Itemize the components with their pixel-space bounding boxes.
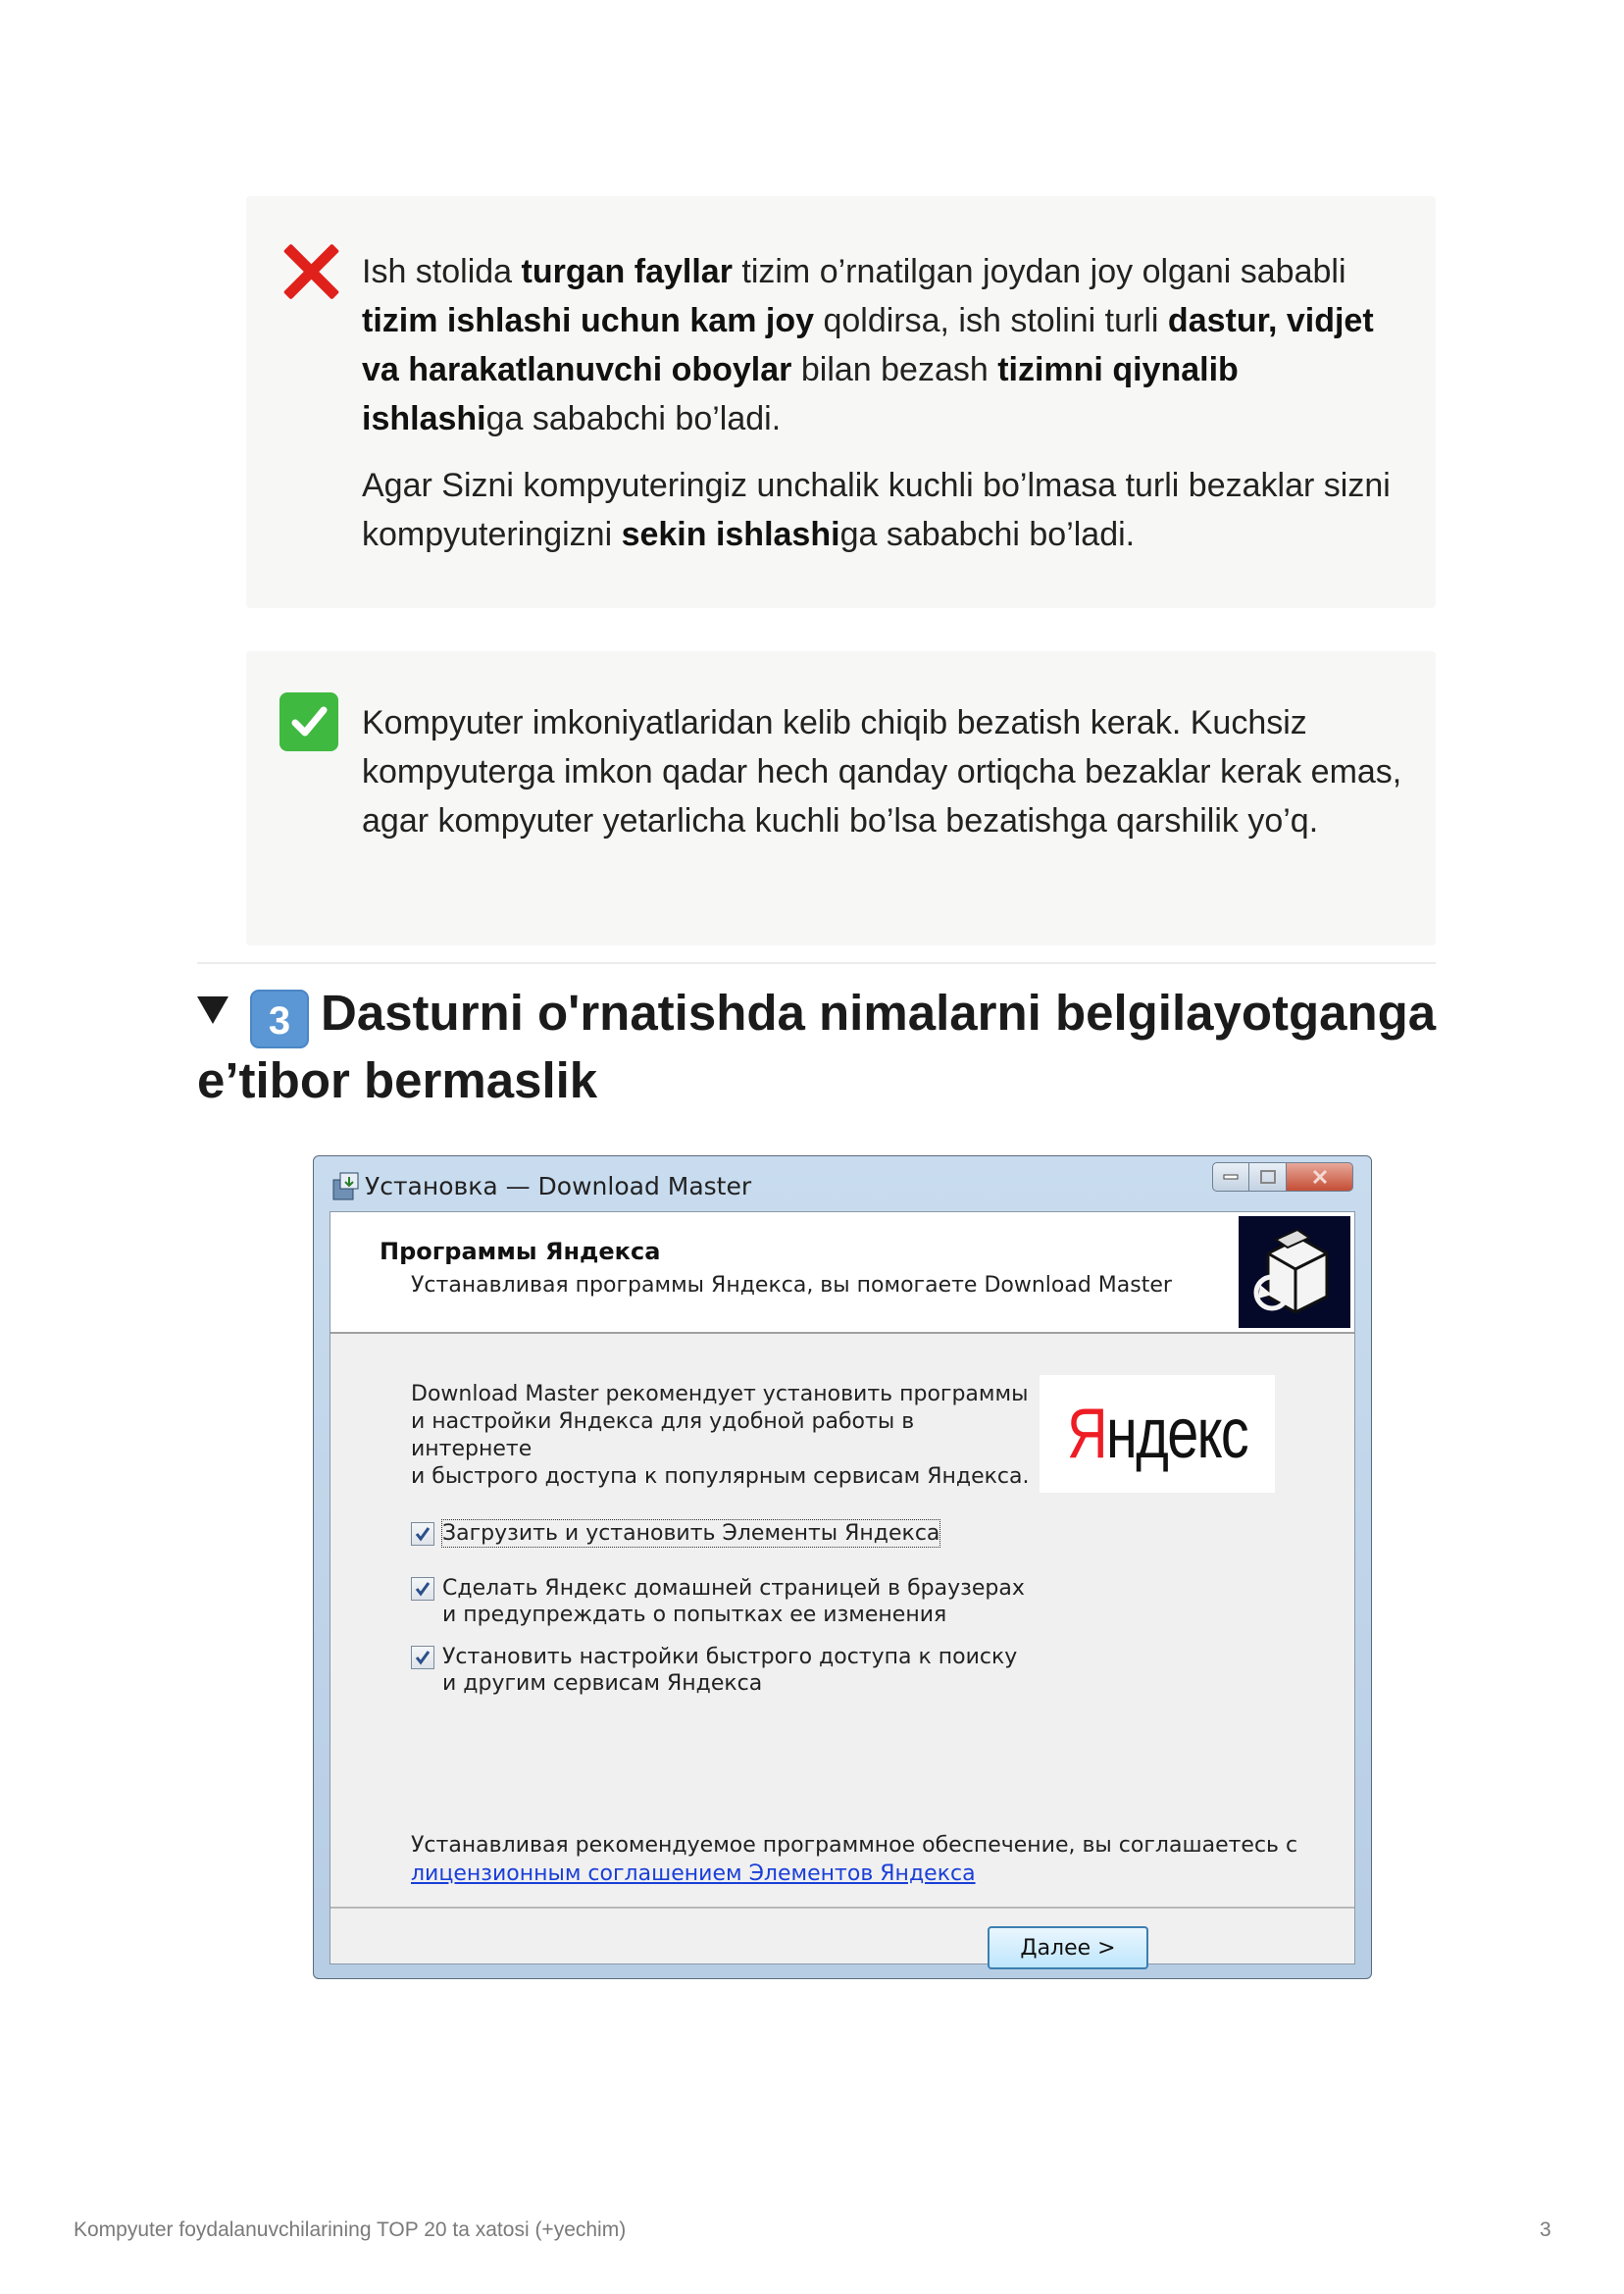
checkbox-label-line: Установить настройки быстрого доступа к поиску bbox=[442, 1645, 1018, 1669]
installer-description bbox=[411, 1381, 1039, 1491]
installer-window bbox=[313, 1155, 1372, 1979]
checkbox-row-install-elements[interactable] bbox=[411, 1520, 939, 1547]
callout-tip-text: Kompyuter imkoniyatlaridan kelib chiqib bezatish kerak. Kuchsiz kompyuterga imkon qadar hech qanday ortiqcha bezaklar kerak emas, agar kompyuter yetarlicha kuchli bo’lsa bezatishga qarshilik yo’q. bbox=[362, 704, 1402, 840]
maximize-icon bbox=[1260, 1170, 1276, 1184]
footer-separator bbox=[330, 1907, 1354, 1909]
description-line: и быстрого доступа к популярным сервисам Яндекса. bbox=[411, 1464, 1030, 1489]
checkmark-icon bbox=[414, 1525, 431, 1543]
installer-header bbox=[330, 1212, 1354, 1334]
minimize-icon bbox=[1223, 1173, 1239, 1181]
callout-tip bbox=[246, 651, 1436, 945]
checkbox-label-line: и предупреждать о попытках ее изменения bbox=[442, 1603, 947, 1627]
callout-warning bbox=[246, 196, 1436, 608]
download-master-app-icon bbox=[331, 1170, 361, 1201]
window-title: Установка — Download Master bbox=[365, 1172, 752, 1200]
checkbox-row-homepage[interactable] bbox=[411, 1575, 1025, 1628]
license-agreement-link[interactable]: лицензионным соглашением Элементов Яндекса bbox=[411, 1861, 976, 1886]
callout-warning-paragraph-1: Ish stolida turgan fayllar tizim o’rnatilgan joydan joy olgani sababli tizim ishlashi uchun kam joy qoldirsa, ish stolini turli dastur, vidjet va harakatlanuvchi oboylar bilan bezash tizimni qiynalib ishlashiga sababchi bo’ladi. bbox=[362, 253, 1374, 437]
installer-header-title: Программы Яндекса bbox=[380, 1238, 661, 1265]
callout-warning-paragraph-2: Agar Sizni kompyuteringiz unchalik kuchli bo’lmasa turli bezaklar sizni kompyuteringizni sekin ishlashiga sababchi bo’ladi. bbox=[362, 467, 1391, 553]
checkbox-label[interactable] bbox=[442, 1644, 1017, 1697]
yandex-logo-rest: ндекс bbox=[1105, 1395, 1248, 1473]
number-badge-icon: 3 bbox=[250, 990, 309, 1048]
minimize-button[interactable] bbox=[1212, 1162, 1249, 1192]
checkbox-label-line: Сделать Яндекс домашней страницей в браузерах bbox=[442, 1576, 1025, 1601]
section-title: Dasturni o'rnatishda nimalarni belgilayotganga e’tibor bermaslik bbox=[197, 985, 1437, 1108]
close-button[interactable] bbox=[1287, 1162, 1353, 1192]
window-controls bbox=[1212, 1162, 1353, 1192]
installer-client-area bbox=[330, 1211, 1355, 1964]
checkbox-install-elements[interactable] bbox=[411, 1522, 434, 1546]
checkbox-quick-access[interactable] bbox=[411, 1646, 434, 1669]
maximize-button[interactable] bbox=[1249, 1162, 1287, 1192]
toggle-triangle-icon[interactable] bbox=[197, 996, 228, 1024]
next-button[interactable]: Далее > bbox=[988, 1926, 1148, 1969]
checkmark-icon bbox=[414, 1580, 431, 1598]
footer-doc-title: Kompyuter foydalanuvchilarining TOP 20 ta xatosi (+yechim) bbox=[74, 2218, 627, 2241]
description-line: Download Master рекомендует установить программы bbox=[411, 1382, 1029, 1406]
checkmark-icon bbox=[414, 1649, 431, 1666]
checkbox-homepage[interactable] bbox=[411, 1577, 434, 1601]
section-divider bbox=[197, 962, 1436, 964]
yandex-logo-first-letter: Я bbox=[1066, 1395, 1106, 1473]
checkbox-label[interactable]: Загрузить и установить Элементы Яндекса bbox=[442, 1521, 940, 1546]
close-icon bbox=[1312, 1170, 1328, 1184]
callout-warning-text bbox=[362, 247, 1406, 577]
checkbox-label-line: и другим сервисам Яндекса bbox=[442, 1671, 763, 1696]
agreement-text: Устанавливая рекомендуемое программное обеспечение, вы соглашаетесь с bbox=[411, 1833, 1298, 1858]
section-heading[interactable] bbox=[197, 981, 1452, 1113]
download-master-logo-icon bbox=[1239, 1216, 1350, 1328]
installer-header-subtitle: Устанавливая программы Яндекса, вы помогаете Download Master bbox=[411, 1273, 1172, 1298]
cross-mark-icon bbox=[279, 241, 340, 302]
checkbox-row-quick-access[interactable] bbox=[411, 1644, 1017, 1697]
checkbox-label[interactable] bbox=[442, 1575, 1025, 1628]
check-mark-icon bbox=[279, 692, 338, 751]
description-line: и настройки Яндекса для удобной работы в интернете bbox=[411, 1409, 915, 1461]
footer-page-number: 3 bbox=[1540, 2218, 1551, 2241]
yandex-logo bbox=[1040, 1375, 1275, 1493]
